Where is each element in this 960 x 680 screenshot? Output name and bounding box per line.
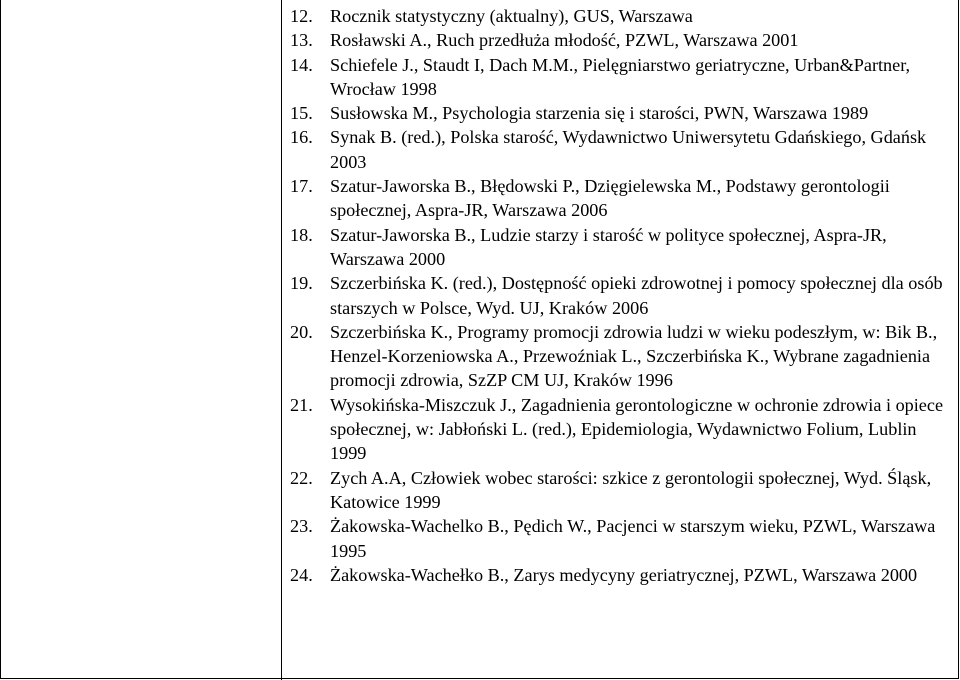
entry-number: 19. — [290, 273, 313, 294]
entry-text: Rosławski A., Ruch przedłuża młodość, PZWL, Warszawa 2001 — [330, 30, 799, 51]
bibliography-list — [290, 4, 950, 587]
bibliography-entry — [290, 125, 950, 174]
entry-number: 12. — [290, 6, 313, 26]
entry-text: Wysokińska-Miszczuk J., Zagadnienia gerontologiczne w ochronie zdrowia i opiece społecznej, w: Jabłoński L. (red.), Epidemiologia, Wydawnictwo Folium, Lublin 1999 — [330, 394, 944, 464]
entry-text: Szatur-Jaworska B., Błędowski P., Dzięgielewska M., Podstawy gerontologii społecznej, Aspra-JR, Warszawa 2006 — [330, 176, 890, 221]
entry-text: Szatur-Jaworska B., Ludzie starzy i starość w polityce społecznej, Aspra-JR, Warszawa 2000 — [330, 224, 887, 269]
entry-number: 21. — [290, 394, 313, 415]
entry-number: 22. — [290, 467, 313, 488]
bibliography-entry — [290, 101, 950, 125]
entry-text: Szczerbińska K. (red.), Dostępność opieki zdrowotnej i pomocy społecznej dla osób starszych w Polsce, Wyd. UJ, Kraków 2006 — [330, 273, 943, 318]
entry-number: 13. — [290, 30, 313, 51]
entry-text: Szczerbińska K., Programy promocji zdrowia ludzi w wieku podeszłym, w: Bik B., Henzel-Korzeniowska A., Przewoźniak L., Szczerbińska K., Wybrane zagadnienia promocji zdrowia, SzZP CM UJ, Kraków 1996 — [330, 321, 938, 391]
bibliography-entry — [290, 223, 950, 272]
entry-text: Schiefele J., Staudt I, Dach M.M., Pielęgniarstwo geriatryczne, Urban&Partner, Wrocław 1998 — [330, 54, 911, 99]
entry-text: Żakowska-Wachelko B., Pędich W., Pacjenci w starszym wieku, PZWL, Warszawa 1995 — [330, 516, 936, 561]
bibliography-entry — [290, 514, 950, 563]
bibliography-entry — [290, 563, 950, 587]
entry-number: 17. — [290, 176, 313, 197]
entry-number: 23. — [290, 516, 313, 537]
entry-text: Susłowska M., Psychologia starzenia się i starości, PWN, Warszawa 1989 — [330, 103, 869, 124]
entry-number: 15. — [290, 103, 313, 124]
bibliography-entry — [290, 28, 950, 52]
bibliography-entry — [290, 271, 950, 320]
entry-number: 24. — [290, 564, 313, 585]
entry-number: 14. — [290, 54, 313, 75]
bibliography-entry — [290, 4, 950, 28]
bibliography-entry — [290, 393, 950, 466]
entry-text: Żakowska-Wachełko B., Zarys medycyny geriatrycznej, PZWL, Warszawa 2000 — [330, 564, 918, 585]
entry-text: Zych A.A, Człowiek wobec starości: szkice z gerontologii społecznej, Wyd. Śląsk, Katowice 1999 — [330, 467, 932, 512]
entry-text: Rocznik statystyczny (aktualny), GUS, Warszawa — [330, 6, 693, 26]
bibliography-entry — [290, 174, 950, 223]
bibliography-entry — [290, 320, 950, 393]
entry-number: 20. — [290, 321, 313, 342]
column-divider — [281, 0, 282, 680]
entry-number: 16. — [290, 127, 313, 148]
entry-text: Synak B. (red.), Polska starość, Wydawnictwo Uniwersytetu Gdańskiego, Gdańsk 2003 — [330, 127, 927, 172]
entry-number: 18. — [290, 224, 313, 245]
bibliography-entry — [290, 53, 950, 102]
bibliography-entry — [290, 466, 950, 515]
